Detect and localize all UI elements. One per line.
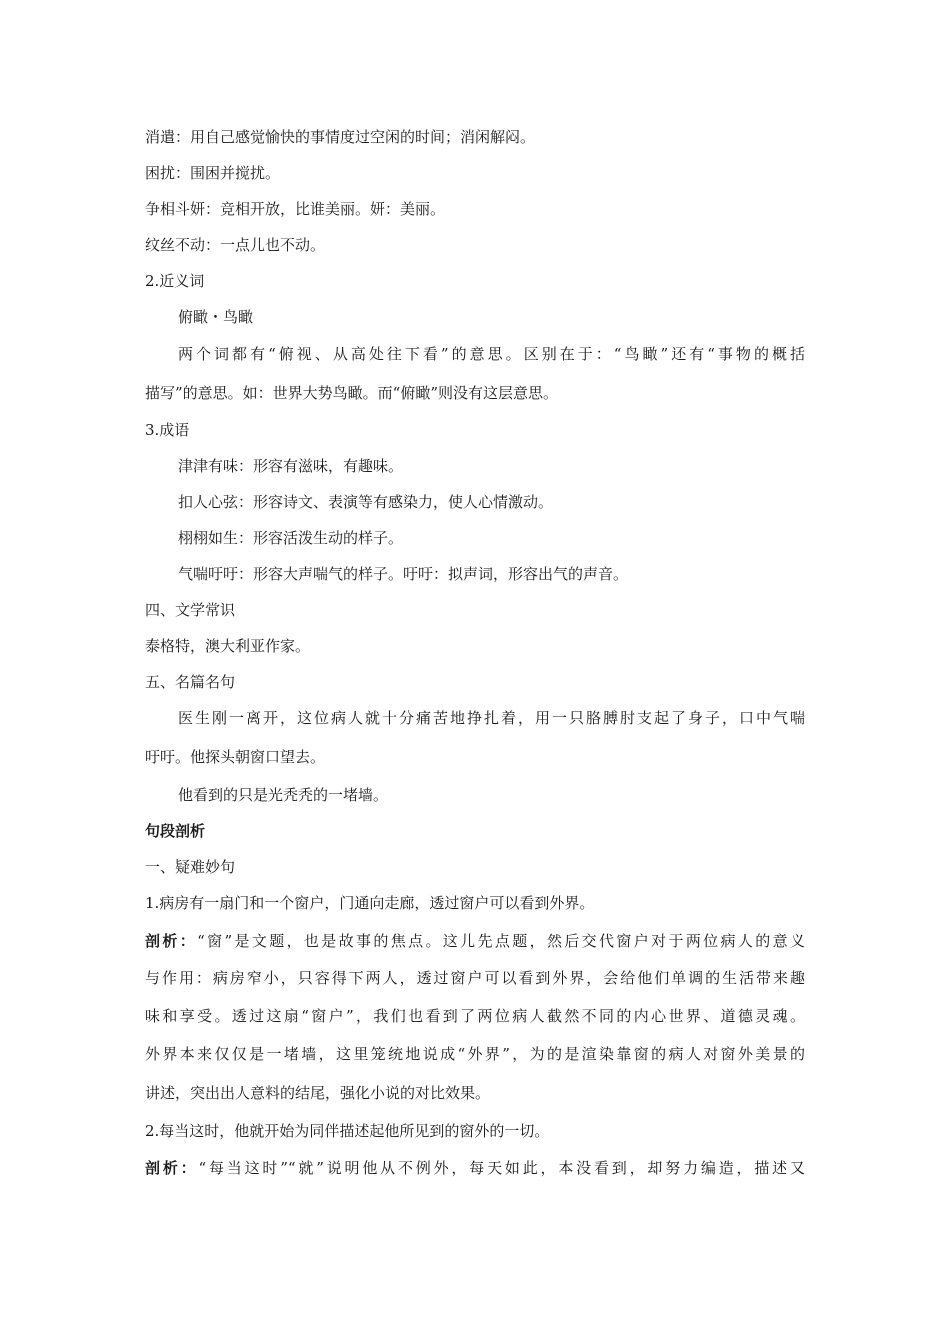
synonyms-heading: 2.近义词: [145, 272, 205, 290]
subsection-heading: 一、疑难妙句: [145, 858, 236, 876]
literature-heading: 四、文学常识: [145, 601, 236, 619]
literature-text: 泰格特，澳大利亚作家。: [145, 637, 311, 655]
idiom-item: 气喘吁吁：形容大声喘气的样子。吁吁：拟声词，形容出气的声音。: [178, 565, 629, 583]
idioms-heading: 3.成语: [145, 421, 190, 439]
analysis-paragraph-cont: 外界本来仅仅是一堵墙，这里笼统地说成“外界”，为的是渲染靠窗的病人对窗外美景的: [145, 1045, 805, 1063]
analysis-paragraph-cont: 味和享受。透过这扇“窗户”，我们也看到了两位病人截然不同的内心世界、道德灵魂。: [145, 1007, 805, 1025]
glossary-line: 困扰：围困并搅扰。: [145, 164, 281, 182]
analysis-text: “每当这时”“就”说明他从不例外，每天如此，本没看到，却努力编造，描述又: [198, 1159, 805, 1177]
question-sentence: 1.病房有一扇门和一个窗户，门通向走廊，透过窗户可以看到外界。: [145, 894, 595, 912]
analysis-label: 剖析：: [145, 1159, 199, 1177]
analysis-paragraph: [145, 931, 805, 951]
glossary-line: 纹丝不动：一点儿也不动。: [145, 236, 326, 254]
analysis-label: 剖析：: [145, 932, 198, 950]
idiom-item: 扣人心弦：形容诗文、表演等有感染力，使人心情激动。: [178, 493, 554, 511]
analysis-paragraph-cont: 讲述，突出出人意料的结尾，强化小说的对比效果。: [145, 1084, 491, 1102]
famous-heading: 五、名篇名句: [145, 673, 236, 691]
analysis-paragraph: [145, 1158, 805, 1178]
synonym-pair: 俯瞰・鸟瞰: [178, 308, 254, 326]
glossary-line: 消遣：用自己感觉愉快的事情度过空闲的时间；消闲解闷。: [145, 128, 536, 146]
synonym-paragraph: 两个词都有“俯视、从高处往下看”的意思。区别在于：“鸟瞰”还有“事物的概括: [178, 345, 805, 363]
glossary-line: 争相斗妍：竞相开放，比谁美丽。妍：美丽。: [145, 200, 446, 218]
idiom-item: 栩栩如生：形容活泼生动的样子。: [178, 529, 404, 547]
famous-paragraph-cont: 吁吁。他探头朝窗口望去。: [145, 748, 326, 766]
analysis-text: “窗”是文题，也是故事的焦点。这儿先点题，然后交代窗户对于两位病人的意义: [197, 932, 805, 950]
famous-paragraph: 医生刚一离开，这位病人就十分痛苦地挣扎着，用一只胳膊肘支起了身子，口中气喘: [178, 709, 805, 727]
section-title: 句段剖析: [145, 822, 206, 840]
idiom-item: 津津有味：形容有滋味，有趣味。: [178, 457, 404, 475]
synonym-paragraph-cont: 描写”的意思。如：世界大势鸟瞰。而“俯瞰”则没有这层意思。: [145, 384, 559, 402]
famous-sentence: 他看到的只是光秃秃的一堵墙。: [178, 786, 389, 804]
question-sentence: 2.每当这时，他就开始为同伴描述起他所见到的窗外的一切。: [145, 1122, 550, 1140]
analysis-paragraph-cont: 与作用：病房窄小，只容得下两人，透过窗户可以看到外界，会给他们单调的生活带来趣: [145, 969, 805, 987]
